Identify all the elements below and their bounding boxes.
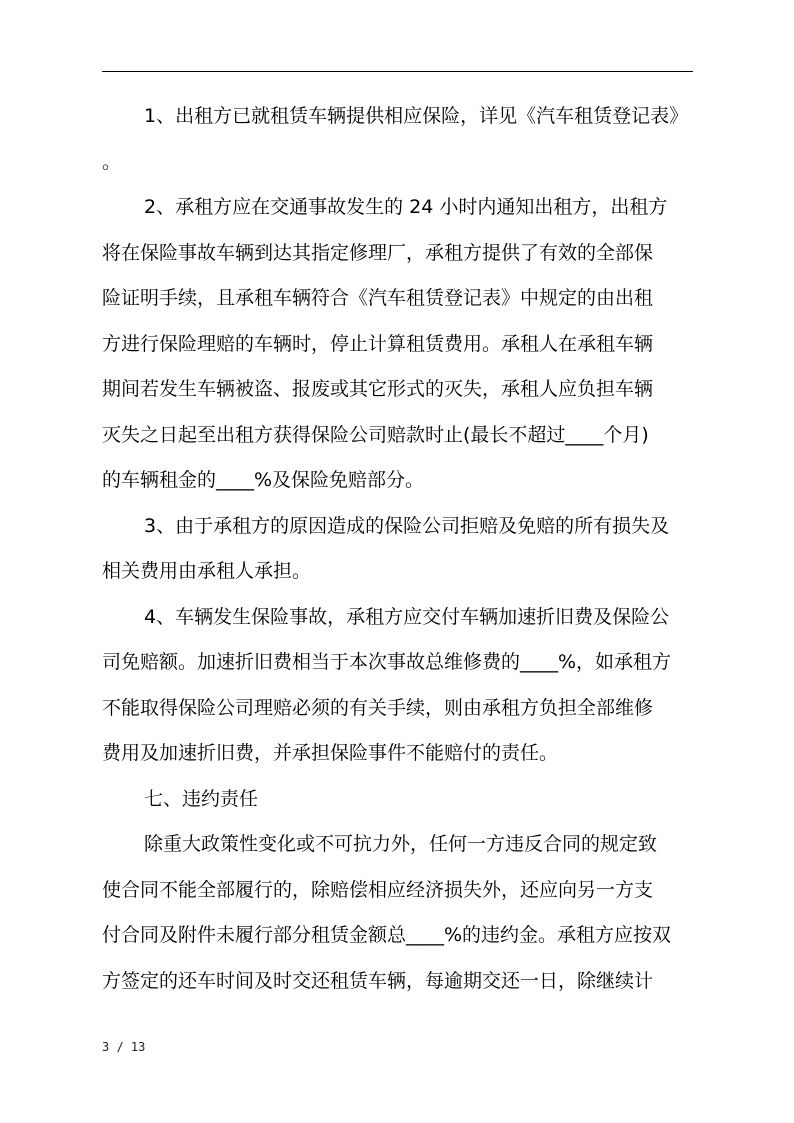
paragraph-line: 的车辆租金的____%及保险免赔部分。 [102, 469, 425, 491]
paragraph-line: 期间若发生车辆被盗、报废或其它形式的灭失，承租人应负担车辆 [102, 378, 654, 400]
paragraph-line: 险证明手续，且承租车辆符合《汽车租赁登记表》中规定的由出租 [102, 287, 654, 309]
paragraph-line: 将在保险事故车辆到达其指定修理厂，承租方提供了有效的全部保 [102, 241, 654, 264]
paragraph-line: 费用及加速折旧费，并承担保险事件不能赔付的责任。 [102, 742, 559, 764]
paragraph-line: 1、出租方已就租赁车辆提供相应保险，详见《汽车租赁登记表》 [144, 105, 689, 127]
page-number: 3 / 13 [102, 1040, 146, 1054]
header-rule [102, 71, 693, 72]
paragraph-line: 4、车辆发生保险事故，承租方应交付车辆加速折旧费及保险公 [144, 605, 670, 628]
paragraph-line: 不能取得保险公司理赔必须的有关手续，则由承租方负担全部维修 [102, 696, 654, 719]
paragraph-line: 3、由于承租方的原因造成的保险公司拒赔及免赔的所有损失及 [144, 514, 670, 537]
paragraph-line: 。 [102, 150, 122, 173]
paragraph-line: 相关费用由承租人承担。 [102, 560, 312, 582]
paragraph-line: 2、承租方应在交通事故发生的 24 小时内通知出租方，出租方 [144, 196, 668, 218]
paragraph-line: 方签定的还车时间及时交还租赁车辆，每逾期交还一日，除继续计 [102, 969, 654, 992]
paragraph-line: 方进行保险理赔的车辆时，停止计算租赁费用。承租人在承租车辆 [102, 332, 654, 355]
document-body [102, 94, 694, 1004]
paragraph-line: 除重大政策性变化或不可抗力外，任何一方违反合同的规定致 [144, 833, 658, 855]
section-heading: 七、违约责任 [144, 787, 259, 810]
paragraph-line: 付合同及附件未履行部分租赁金额总____%的违约金。承租方应按双 [102, 924, 672, 946]
paragraph-line: 灭失之日起至出租方获得保险公司赔款时止(最长不超过____个月) [102, 423, 649, 446]
paragraph-line: 司免赔额。加速折旧费相当于本次事故总维修费的____%，如承租方 [102, 651, 672, 673]
paragraph-line: 使合同不能全部履行的，除赔偿相应经济损失外，还应向另一方支 [102, 878, 654, 901]
